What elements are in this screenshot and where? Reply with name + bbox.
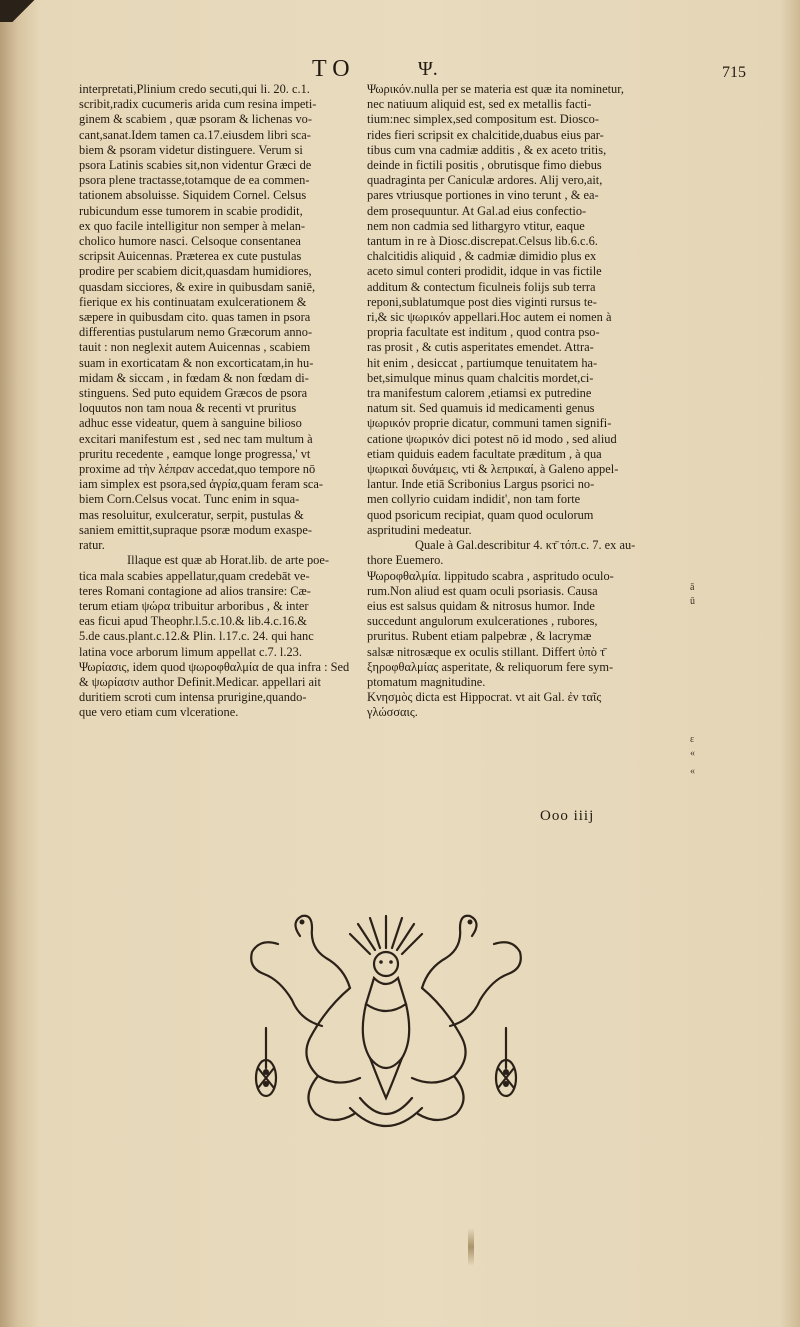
- text-line: tantum in re à Diosc.discrepat.Celsus lib.6.c.6.: [367, 234, 598, 249]
- text-line: pruritu recedente , eamque longe progressa,' vt: [79, 446, 311, 461]
- quoted-line: ” duritiem scroti cum intensa prurigine,quando-: [79, 690, 351, 705]
- quoted-line: ” & ψωρίασιν author Definit.Medicar. appellari ait: [79, 675, 351, 690]
- text-line: ras prosit , & cutis asperitates emendet. Attra-: [367, 340, 594, 355]
- text-line: interpretati,Plinium credo secuti,qui li. 20. c.1.: [79, 82, 310, 96]
- text-line: iam simplex est psora,sed ἀγρία,quam feram sca-: [79, 477, 324, 492]
- text-line: catione ψωρικόν dici potest nō id modo , sed aliud: [367, 431, 617, 446]
- page-corner-shadow: [0, 0, 40, 22]
- paper-stain: [468, 1228, 474, 1266]
- text-line: natum sit. Sed quamuis id medicamenti genus: [367, 401, 595, 416]
- text-line: Ψωρικόν.nulla per se materia est quæ ita nominetur,: [367, 82, 624, 96]
- left-column: [79, 82, 351, 721]
- text-line: bet,simulque minus quam chalcitis mordet,ci-: [367, 370, 594, 385]
- text-line: quadraginta per Caniculæ ardores. Alij vero,ait,: [367, 173, 603, 188]
- quoted-line: ” latina voce arborum limum appellat c.7. l.23.: [79, 645, 351, 660]
- quoted-line: ” Illaque est quæ ab Horat.lib. de arte poe-: [79, 553, 351, 568]
- text-line: suam in exorticatam & non excorticatam,in hu-: [79, 355, 314, 370]
- margin-note: ū: [690, 596, 695, 607]
- text-line: psora plene tractasse,totamque de ea commen-: [79, 173, 310, 188]
- text-line: prodire per scabiem dicit,quasdam humidiores,: [79, 264, 312, 279]
- quoted-line: ” terum etiam ψώρα tribuitur arboribus , & inter: [79, 599, 351, 614]
- text-line: ratur.: [79, 538, 105, 553]
- woodcut-ornament-icon: [230, 908, 542, 1136]
- text-line: excitari manifestum est , sed nec tam multum à: [79, 431, 313, 446]
- text-line: men collyrio cuidam indidit', non tam forte: [367, 492, 581, 507]
- text-line: ptomatum magnitudine.: [367, 674, 486, 689]
- text-line: rum.Non aliud est quam oculi psoriasis. Causa: [367, 583, 598, 598]
- text-line: nem non cadmia sed lithargyro vtitur, eaque: [367, 218, 585, 233]
- text-line: tauit : non neglexit autem Auicennas , scabiem: [79, 340, 311, 355]
- page-number: 715: [722, 64, 746, 81]
- text-line: thore Euemero.: [367, 553, 444, 568]
- text-line: succedunt angulorum exulcerationes , rubores,: [367, 614, 598, 629]
- text-line: salsæ nitrosæque ex oculis stillant. Differt ὑπὸ τ̄: [367, 644, 606, 659]
- text-line: fierique ex his continuatam exulcerationem &: [79, 294, 307, 309]
- text-line: hit enim , desiccat , partiumque tenuitatem ha-: [367, 355, 598, 370]
- text-line: ψωρικόν proprie dicatur, communi tamen signifi-: [367, 416, 612, 431]
- margin-note: ε: [690, 734, 695, 745]
- text-line: nec natiuum aliquid est, sed ex metallis facti-: [367, 97, 592, 112]
- text-line: lantur. Inde etiā Scribonius Largus psorici no-: [367, 477, 595, 492]
- text-line: dem prosequuntur. At Gal.ad eius confectio-: [367, 203, 587, 218]
- text-line: reponi,sublatumque post dies viginti rursus te-: [367, 294, 597, 309]
- text-line: scribit,radix cucumeris arida cum resina impeti-: [79, 97, 317, 112]
- text-line: mas resoluitur, exulceratur, serpit, pustulas &: [79, 507, 304, 522]
- text-line: proxime ad τὴν λέπραν accedat,quo tempore nō: [79, 462, 316, 477]
- text-line: psora Latinis scabies sit,non videntur Græci de: [79, 158, 312, 173]
- quoted-line: ” teres Romani contagione ad alios transire: Cæ-: [79, 584, 351, 599]
- margin-note: ā: [690, 582, 695, 593]
- text-line: propria facultate est inditum , quod contra pso-: [367, 325, 600, 340]
- text-line: loquutos non tam noua & recenti vt pruritus: [79, 401, 297, 416]
- text-line: Κνησμὸς dicta est Hippocrat. vt ait Gal. ἐν ταῖς: [367, 690, 602, 705]
- text-line: quod psoricum recipiat, quam quod oculorum: [367, 507, 594, 522]
- text-line: Ψωρίασις, idem quod ψωροφθαλμία de qua infra : Sed: [79, 659, 350, 674]
- text-line: tibus cum vna cadmiæ additis , & ex aceto tritis,: [367, 142, 607, 157]
- text-line: biem & psoram videtur distinguere. Verum si: [79, 142, 303, 157]
- text-line: γλώσσαις.: [367, 705, 418, 720]
- text-line: Ψωροφθαλμία. lippitudo scabra , aspritudo oculo-: [367, 568, 614, 583]
- quoted-line: ” 5.de caus.plant.c.12.& Plin. l.17.c. 24. qui hanc: [79, 629, 351, 644]
- text-line: ex quo facile intelligitur non semper à melan-: [79, 218, 306, 233]
- text-line: ginem & scabiem , quæ psoram & lichenas vo-: [79, 112, 312, 127]
- text-line: aspritudini medeatur.: [367, 522, 472, 537]
- text-line: ri,& sic ψωρικόν appellari.Hoc autem ei nomen à: [367, 310, 612, 325]
- text-line: rides fieri scripsit ex chalcitide,duabus eius par-: [367, 127, 604, 142]
- text-line: adhuc esse videatur, quem à sanguine bilioso: [79, 416, 302, 431]
- text-line: stinguens. Sed puto equidem Græcos de psora: [79, 386, 308, 401]
- text-line: pruritus. Rubent etiam palpebræ , & lacrymæ: [367, 629, 592, 644]
- margin-note: «: [690, 748, 695, 759]
- text-line: scripsit Auicennas. Præterea ex cute pustulas: [79, 249, 302, 264]
- signature-mark: Ooo iiij: [540, 808, 595, 824]
- running-head-greek: Ψ.: [418, 58, 438, 80]
- text-line: etiam quiduis eadem facultate præditum , à qua: [367, 446, 602, 461]
- running-head-word: TO: [312, 56, 356, 82]
- text-line: differentias pustularum nemo Græcorum anno-: [79, 325, 313, 340]
- quoted-line: ” eas ficui apud Theophr.l.5.c.10.& lib.4.c.16.&: [79, 614, 351, 629]
- text-line: cant,sanat.Idem tamen ca.17.eiusdem libri sca-: [79, 127, 311, 142]
- text-line: biem Corn.Celsus vocat. Tunc enim in squa-: [79, 492, 300, 507]
- margin-note: «: [690, 766, 695, 777]
- text-line: quasdam sicciores, & exire in quibusdam saniē,: [79, 279, 316, 294]
- text-line: rubicundum esse tumorem in scabie prodidit,: [79, 203, 303, 218]
- quoted-line: ” tica mala scabies appellatur,quam credebāt ve-: [79, 569, 351, 584]
- text-line: tium:nec simplex,sed compositum est. Diosco-: [367, 112, 599, 127]
- text-line: aceto simul conteri prodidit, idque in vas fictile: [367, 264, 602, 279]
- text-line: eius est salsus quidam & nitrosus humor. Inde: [367, 598, 595, 613]
- text-line: Quale à Gal.describitur 4. κτ̄ τόπ.c. 7. ex au-: [415, 538, 636, 553]
- text-line: tra manifestum calorem ,etiamsi ex putredine: [367, 386, 592, 401]
- text-line: ψωρικαὶ δυνάμεις, vti & λεπρικαί, à Galeno appel-: [367, 462, 619, 477]
- text-line: chalcitidis aliquid , & cadmiæ dimidio plus ex: [367, 249, 597, 264]
- text-line: additum & contectum ficulneis folijs sub terra: [367, 279, 596, 294]
- quoted-line: ” que vero etiam cum vlceratione.: [79, 705, 351, 720]
- text-line: cholico humore nasci. Celsoque consentanea: [79, 234, 301, 249]
- text-line: deinde in fictili positis , obrutisque fimo diebus: [367, 158, 602, 173]
- text-line: midam & siccam , in fœdam & non fœdam di-: [79, 370, 309, 385]
- text-line: sæpere in quibusdam cito. quas tamen in psora: [79, 310, 311, 325]
- right-column: [367, 82, 679, 721]
- text-line: pares vtriusque portiones in vino terunt , & ea-: [367, 188, 599, 203]
- text-line: tationem absoluisse. Siquidem Cornel. Celsus: [79, 188, 307, 203]
- text-line: ξηροφθαλμίας asperitate, & reliquorum fere sym-: [367, 659, 614, 674]
- text-line: saniem emittit,supraque psoræ modum exaspe-: [79, 522, 312, 537]
